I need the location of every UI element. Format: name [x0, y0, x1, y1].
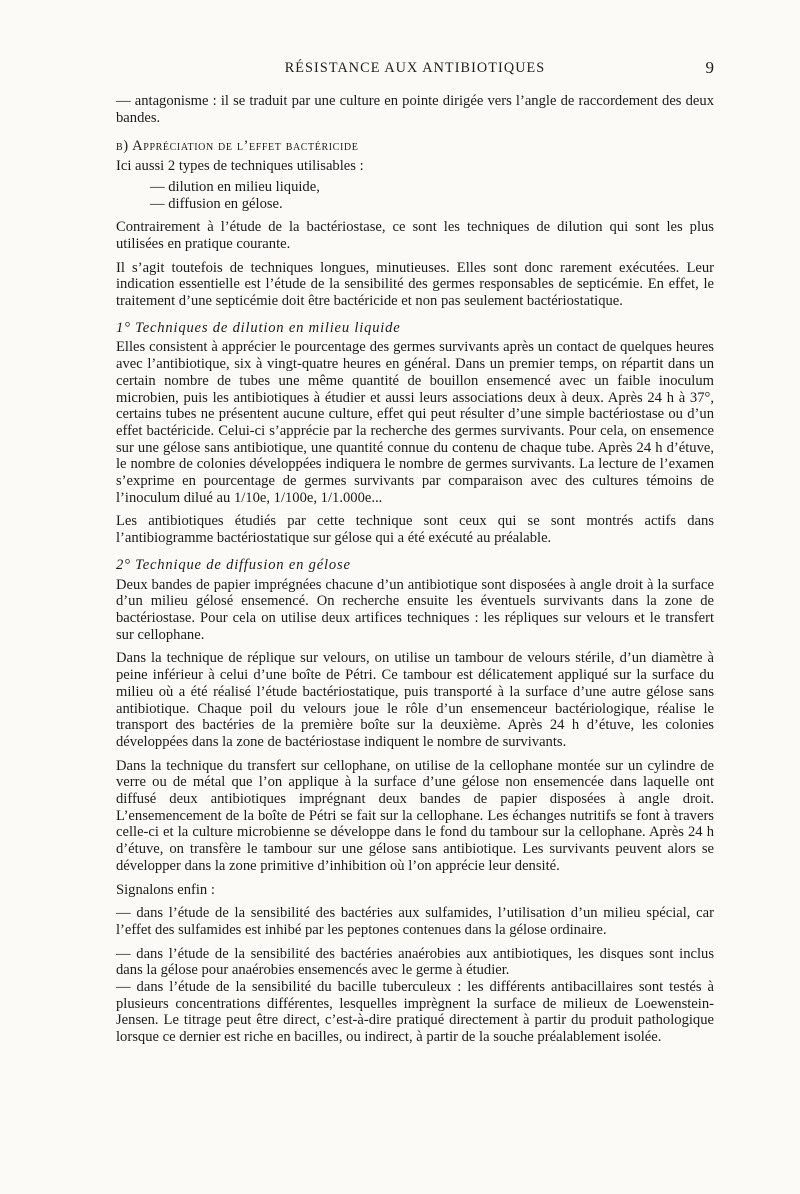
running-title: RÉSISTANCE AUX ANTIBIOTIQUES	[284, 60, 546, 76]
paragraph-velours: Dans la technique de réplique sur velours, on utilise un tambour de velours stérile, d’un diamètre à peine inférieur à celui d’une boîte de Pétri. Ce tambour est délicatement appliqué sur la surface du milieu où a été réalisé l’étude bactériostatique, puis transporté à la surface d’une autre gélose sans antibiotique. Chaque poil du velours joue le rôle d’un ensemenceur bactériologique, réalise le transport des bactéries de la première boîte sur la deuxième. Après 24 h d’étuve, les colonies développées dans la zone de bactériostase indiquent le nombre de survivants.	[116, 650, 714, 750]
section-b-item: — dilution en milieu liquide,	[150, 178, 320, 195]
subsection-2-heading: 2° Technique de diffusion en gélose	[116, 556, 351, 573]
running-header	[116, 58, 714, 80]
page	[116, 58, 714, 1046]
subsection-1-heading: 1° Techniques de dilution en milieu liquide	[116, 319, 401, 336]
paragraph-signalons: Signalons enfin :	[116, 881, 215, 898]
paragraph-contrairement: Contrairement à l’étude de la bactériostase, ce sont les techniques de dilution qui sont les plus utilisées en pratique courante.	[116, 219, 714, 252]
paragraph-sulfamides: — dans l’étude de la sensibilité des bactéries aux sulfamides, l’utilisation d’un milieu spécial, car l’effet des sulfamides est inhibé par les peptones contenues dans la gélose ordinaire.	[116, 905, 714, 938]
section-b-heading: b) Appréciation de l’effet bactéricide	[116, 138, 359, 155]
section-b-intro: Ici aussi 2 types de techniques utilisables :	[116, 158, 364, 175]
paragraph-antibiotiques-etudies: Les antibiotiques étudiés par cette technique sont ceux qui se sont montrés actifs dans l’antibiogramme bactériostatique sur gélose qui a été exécuté au préalable.	[116, 513, 714, 547]
paragraph-tuberculeux: — dans l’étude de la sensibilité du bacille tuberculeux : les différents antibacillaires sont testés à plusieurs concentrations différentes, lesquelles imprègnent la surface de milieux de Loewenstein-Jensen. Le titrage peut être direct, c’est-à-dire pratiqué directement à partir du produit pathologique lorsque ce dernier est riche en bacilles, ou indirect, à partir de la souche préalablement isolée.	[116, 979, 714, 1046]
page-number: 9	[705, 58, 714, 77]
section-b-item: — diffusion en gélose.	[150, 195, 283, 212]
paragraph-dilution: Elles consistent à apprécier le pourcentage des germes survivants après un contact de quelques heures avec l’antibiotique, six à vingt-quatre heures en général. Dans un premier temps, on répartit dans un certain nombre de tubes une même quantité de bouillon ensemencé avec un faible inoculum microbien, puis les antibiotiques à étudier et aussi leurs associations deux à deux. Après 24 h à 37°, certains tubes ne présentent aucune culture, effet qui peut résulter d’une simple bactériostase ou d’un effet bactéricide. Celui-ci s’apprécie par la recherche des germes survivants. Pour cela, on ensemence sur une gélose sans antibiotique, une quantité connue du contenu de chaque tube. Après 24 h d’étuve, le nombre de colonies développées indiquera le nombre de germes survivants. La lecture de l’examen s’exprime en pourcentage de germes survivants par comparaison avec des cultures témoins de l’inoculum dilué au 1/10e, 1/100e, 1/1.000e...	[116, 339, 714, 506]
paragraph-toutefois: Il s’agit toutefois de techniques longues, minutieuses. Elles sont donc rarement exécutées. Leur indication essentielle est l’étude de la sensibilité des germes responsables de septicémie. En effet, le traitement d’une septicémie doit être bactéricide et non pas seulement bactériostatique.	[116, 259, 714, 310]
paragraph-anaerobies: — dans l’étude de la sensibilité des bactéries anaérobies aux antibiotiques, les disques sont inclus dans la gélose pour anaérobies ensemencés avec le germe à étudier.	[116, 945, 714, 979]
paragraph-antagonisme: — antagonisme : il se traduit par une culture en pointe dirigée vers l’angle de raccordement des deux bandes.	[116, 93, 714, 126]
paragraph-cellophane: Dans la technique du transfert sur cellophane, on utilise de la cellophane montée sur un cylindre de verre ou de métal que l’on applique à la surface d’une gélose non ensemencée dans laquelle ont diffusé deux antibiotiques imprégnant deux bandes de papier disposées à angle droit. L’ensemencement de la boîte de Pétri se fait sur la cellophane. Les échanges nutritifs se font à travers celle-ci et la culture microbienne se développe dans le fond du tambour sur la cellophane. Après 24 h d’étuve, on transfère le tambour sur une gélose sans antibiotique. Les survivants peuvent alors se développer dans la zone primitive d’inhibition où l’on apprécie leur densité.	[116, 757, 714, 874]
paragraph-diffusion: Deux bandes de papier imprégnées chacune d’un antibiotique sont disposées à angle droit à la surface d’un milieu gélosé ensemencé. On recherche ensuite les éventuels survivants dans la zone de bactériostase. Pour cela on utilise deux artifices techniques : les répliques sur velours et le transfert sur cellophane.	[116, 576, 714, 643]
